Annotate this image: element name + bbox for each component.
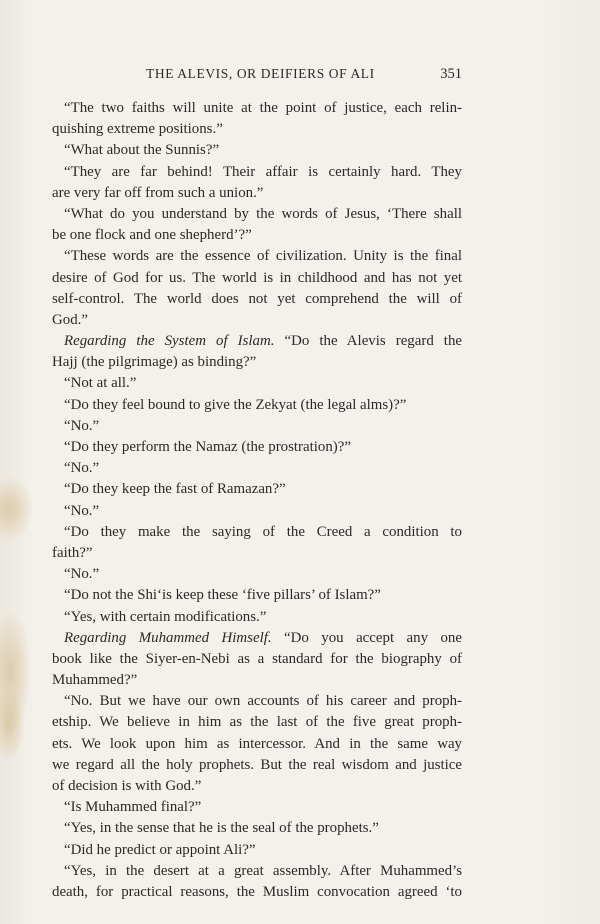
text-line — [52, 797, 462, 818]
text-line — [52, 437, 462, 458]
text-line — [52, 607, 462, 628]
text-line — [52, 840, 462, 861]
line-text: “Do they feel bound to give the Zekyat (the legal alms)?” — [64, 396, 407, 413]
line-text: “No.” — [64, 502, 100, 519]
line-text: we regard all the holy prophets. But the real wisdom and justice — [52, 756, 462, 773]
line-text: “Yes, with certain modifications.” — [64, 608, 267, 625]
line-text: “Yes, in the desert at a great assembly. After Muhammed’s — [64, 862, 462, 879]
line-text: ets. We look upon him as intercessor. And in the same way — [52, 735, 462, 752]
line-text: be one flock and one shepherd’?” — [52, 227, 252, 244]
text-line — [52, 395, 462, 416]
text-line — [52, 268, 462, 289]
text-line — [52, 246, 462, 267]
text-line — [52, 649, 462, 670]
section-heading: Regarding Muhammed Himself. — [64, 629, 272, 646]
line-text: of decision is with God.” — [52, 778, 202, 794]
text-line — [52, 162, 462, 183]
line-text: God.” — [52, 311, 88, 328]
line-text: “No.” — [64, 566, 100, 583]
page-stain — [0, 478, 32, 540]
text-line — [52, 818, 462, 839]
text-line — [52, 479, 462, 500]
line-text: “Do they make the saying of the Creed a condition to — [64, 523, 462, 540]
text-line — [52, 543, 462, 564]
text-line — [52, 183, 462, 204]
text-line — [52, 501, 462, 522]
line-text: “Is Muhammed final?” — [64, 799, 202, 816]
line-text: self-control. The world does not yet comprehend the will of — [52, 290, 462, 307]
line-text: “They are far behind! Their affair is certainly hard. They — [64, 163, 462, 180]
text-line — [52, 140, 462, 161]
text-line — [52, 755, 462, 776]
text-line — [52, 310, 462, 331]
section-heading: Regarding the System of Islam. — [64, 333, 275, 350]
line-text: Hajj (the pilgrimage) as binding?” — [52, 354, 257, 371]
text-line — [52, 882, 462, 903]
line-text: “What about the Sunnis?” — [64, 142, 220, 159]
line-text: are very far off from such a union.” — [52, 184, 264, 201]
line-text: “The two faiths will unite at the point of justice, each relin- — [64, 100, 462, 116]
line-text: “Not at all.” — [64, 375, 137, 392]
line-text: “Do the Alevis regard the — [274, 333, 463, 350]
text-line — [52, 373, 462, 394]
line-text: Muhammed?” — [52, 672, 138, 689]
text-line — [52, 670, 462, 691]
line-text: “Do you accept any one — [271, 629, 462, 646]
line-text: “Yes, in the sense that he is the seal of the prophets.” — [64, 820, 379, 837]
text-line — [52, 522, 462, 543]
text-line — [52, 225, 462, 246]
line-text: “No.” — [64, 417, 100, 434]
line-text: “Do not the Shi‘is keep these ‘five pillars’ of Islam?” — [64, 587, 381, 604]
line-text: “These words are the essence of civilization. Unity is the final — [64, 248, 462, 265]
line-text: “No. But we have our own accounts of his career and proph- — [64, 693, 462, 710]
text-line — [52, 564, 462, 585]
line-text: desire of God for us. The world is in childhood and has not yet — [52, 269, 462, 286]
line-text: death, for practical reasons, the Muslim convocation agreed ‘to — [52, 883, 462, 900]
text-line — [52, 331, 462, 352]
text-line — [52, 585, 462, 606]
line-text: faith?” — [52, 544, 93, 561]
text-line — [52, 776, 462, 797]
line-text: “Did he predict or appoint Ali?” — [64, 841, 256, 858]
text-line — [52, 712, 462, 733]
body-text — [52, 98, 462, 903]
text-line — [52, 98, 462, 119]
text-line — [52, 861, 462, 882]
text-line — [52, 352, 462, 373]
text-line — [52, 458, 462, 479]
text-line — [52, 119, 462, 140]
line-text: “No.” — [64, 460, 100, 477]
text-line — [52, 734, 462, 755]
line-text: “Do they keep the fast of Ramazan?” — [64, 481, 286, 498]
line-text: etship. We believe in him as the last of the five great proph- — [52, 714, 462, 731]
page-number: 351 — [440, 66, 462, 82]
text-line — [52, 289, 462, 310]
text-line — [52, 416, 462, 437]
line-text: “What do you understand by the words of Jesus, ‘There shall — [64, 205, 462, 222]
text-line — [52, 628, 462, 649]
line-text: book like the Siyer-en-Nebi as a standard for the biography of — [52, 650, 462, 667]
running-head: THE ALEVIS, OR DEIFIERS OF ALI — [146, 66, 375, 81]
line-text: “Do they perform the Namaz (the prostration)?” — [64, 439, 351, 455]
text-line — [52, 204, 462, 225]
page-header — [64, 66, 462, 88]
line-text: quishing extreme positions.” — [52, 121, 223, 138]
text-line — [52, 691, 462, 712]
